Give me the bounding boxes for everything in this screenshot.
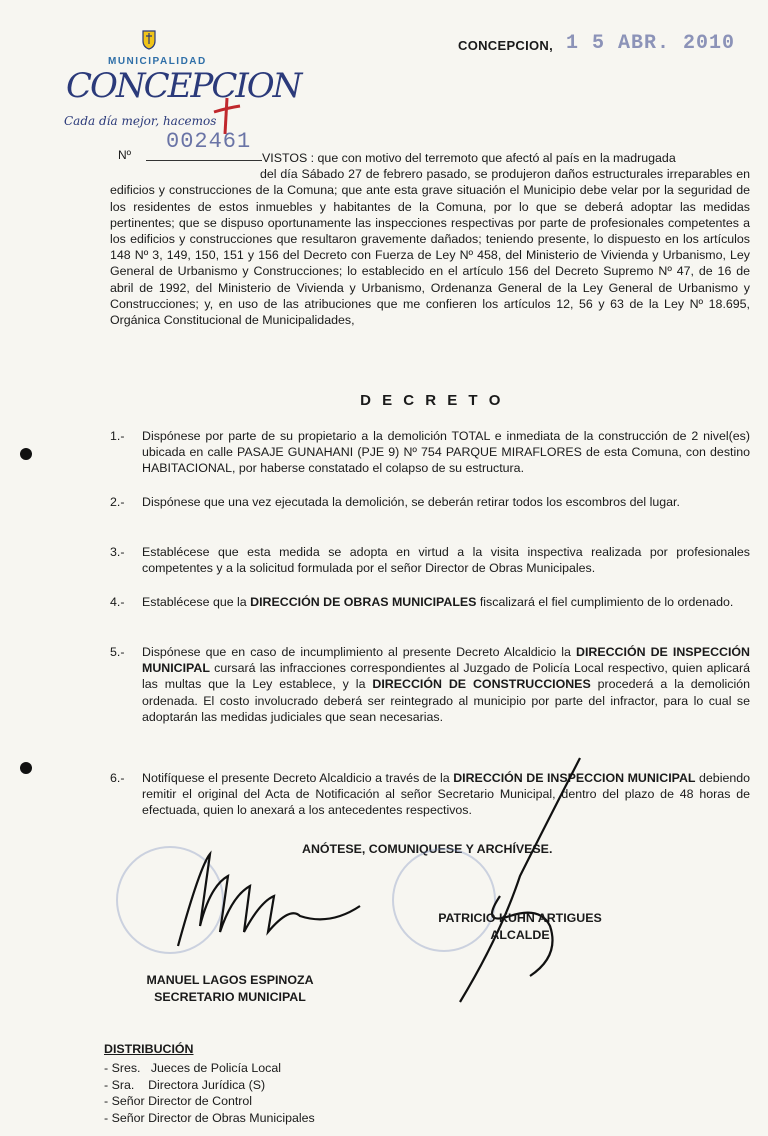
- municipality-logo: [62, 28, 301, 138]
- item-text-segment: cursará las infracciones correspondientes al Juzgado de Policía Local respectivo, quien aplicará las multas que la Ley establece, y la: [142, 661, 750, 692]
- logo-city-text: CONCEPCION: [66, 66, 301, 106]
- distribution-line: - Sra. Directora Jurídica (S): [104, 1077, 266, 1092]
- bold-directorate-name: DIRECCIÓN DE OBRAS MUNICIPALES: [250, 595, 477, 609]
- decree-item-number: 3.-: [110, 545, 125, 559]
- document-city: CONCEPCION,: [458, 38, 554, 53]
- decree-item-number: 4.-: [110, 595, 125, 609]
- item-text-segment: Dispónese por parte de su propietario a la demolición TOTAL e inmediata de la construcción de 2 nivel(es) ubicada en calle PASAJE GUNAHANI (PJE 9) Nº 754 PARQUE MIRAFLORES de esta Comuna, con destino HABITACIONAL, por haberse constatado el colapso de su estructura.: [142, 429, 750, 476]
- bold-directorate-name: DIRECCIÓN DE CONSTRUCCIONES: [372, 677, 591, 692]
- binder-hole-bottom: [20, 762, 32, 774]
- item-text-segment: Dispónese que en caso de incumplimiento al presente Decreto Alcaldicio la: [142, 645, 576, 659]
- vistos-body: del día Sábado 27 de febrero pasado, se produjeron daños estructurales irreparables en edificios y construcciones de la Comuna; que ante esta grave situación el Municipio debe velar por la seguridad de los residentes de estos inmuebles y habitantes de la Comuna, por lo que se deberá adoptar las medidas pertinentes; que se dispuso oportunamente las inspecciones respectivas por parte de profesionales competentes a los edificios y construcciones que resultaron gravemente dañados; teniendo presente, lo dispuesto en los artículos 148 Nº 3, 149, 150, 151 y 156 del Decreto con Fuerza de Ley Nº 458, del Ministerio de Vivienda y Urbanismo, Ley General de Urbanismo y Construcciones; lo establecido en el artículo 156 del Decreto Supremo Nº 47, de 16 de abril de 1992, del Ministerio de Vivienda y Urbanismo, Ordenanza General de la Ley General de Urbanismo y Construcciones; y, en uso de las atribuciones que me confieren los artículos 12, 56 y 63 de la Ley Nº 18.695, Orgánica Constitucional de Municipalidades,: [110, 167, 750, 328]
- distribution-list: [104, 1060, 315, 1126]
- logo-slogan: Cada día mejor, hacemos: [64, 114, 217, 128]
- decree-item-number: 1.-: [110, 429, 125, 443]
- coat-of-arms-icon: [142, 30, 156, 50]
- closing-formula: ANÓTESE, COMUNIQUESE Y ARCHÍVESE.: [302, 842, 553, 856]
- decree-number-stamp: 002461: [166, 129, 252, 154]
- distribution-heading: DISTRIBUCIÓN: [104, 1042, 194, 1056]
- bold-directorate-name: DIRECCIÓN DE INSPECCION MUNICIPAL: [453, 771, 696, 785]
- vistos-paragraph: [110, 150, 750, 328]
- decree-item: [110, 544, 750, 576]
- mayor-name: PATRICIO KUHN ARTIGUES: [438, 911, 602, 925]
- decree-item-text: [142, 594, 750, 610]
- decree-item-text: [142, 494, 750, 510]
- logo-municipality-text: MUNICIPALIDAD: [108, 56, 207, 67]
- decree-item-text: [142, 428, 750, 477]
- bold-directorate-name: DIRECCIÓN DE INSPECCIÓN MUNICIPAL: [142, 645, 751, 676]
- decree-item-number: 2.-: [110, 495, 125, 509]
- item-text-segment: fiscalizará el fiel cumplimiento de lo ordenado.: [476, 595, 734, 609]
- decree-item: [110, 644, 750, 725]
- decree-item-number: 6.-: [110, 771, 125, 785]
- decree-item-number: 5.-: [110, 645, 125, 659]
- item-text-segment: Establécese que esta medida se adopta en virtud a la visita inspectiva realizada por profesionales competentes y a la solicitud formulada por el señor Director de Obras Municipales.: [142, 545, 750, 576]
- distribution-line: - Sres. Jueces de Policía Local: [104, 1061, 281, 1075]
- date-stamp: 1 5 ABR. 2010: [566, 32, 736, 55]
- decree-item-text: [142, 644, 750, 725]
- item-text-segment: Dispónese que una vez ejecutada la demolición, se deberán retirar todos los escombros del lugar.: [142, 495, 680, 509]
- secretary-title: SECRETARIO MUNICIPAL: [154, 990, 306, 1004]
- mayor-signature: [440, 756, 590, 1016]
- vistos-first-line: VISTOS : que con motivo del terremoto que afectó al país en la madrugada: [262, 151, 676, 165]
- decree-item-text: [142, 544, 750, 576]
- item-text-segment: debiendo remitir el original del Acta de Notificación al señor Secretario Municipal, dentro del plazo de 48 horas de efectuada, quien lo anexará a los antecedentes respectivos.: [142, 771, 751, 818]
- distribution-line: - Señor Director de Obras Municipales: [104, 1110, 315, 1125]
- decreto-heading: D E C R E T O: [360, 392, 504, 409]
- decree-item: [110, 428, 750, 477]
- secretary-signature-block: [120, 972, 340, 1006]
- secretary-name: MANUEL LAGOS ESPINOZA: [146, 973, 314, 987]
- binder-hole-top: [20, 448, 32, 460]
- decree-item: [110, 494, 750, 510]
- distribution-line: - Señor Director de Control: [104, 1094, 253, 1108]
- decree-number-label: Nº: [118, 148, 132, 162]
- secretary-signature: [170, 846, 370, 956]
- decree-item: [110, 770, 750, 819]
- item-text-segment: Notifíquese el presente Decreto Alcaldicio a través de la: [142, 771, 454, 785]
- mayor-signature-block: [420, 910, 620, 944]
- mayor-title: ALCALDE: [490, 928, 550, 942]
- item-text-segment: Establécese que la: [142, 595, 251, 609]
- decree-item: [110, 594, 750, 610]
- item-text-segment: procederá a la demolición ordenada. El costo involucrado deberá ser reintegrado al municipio por parte del infractor, para lo cual se adoptarán las medidas judiciales que sean necesarias.: [142, 677, 750, 724]
